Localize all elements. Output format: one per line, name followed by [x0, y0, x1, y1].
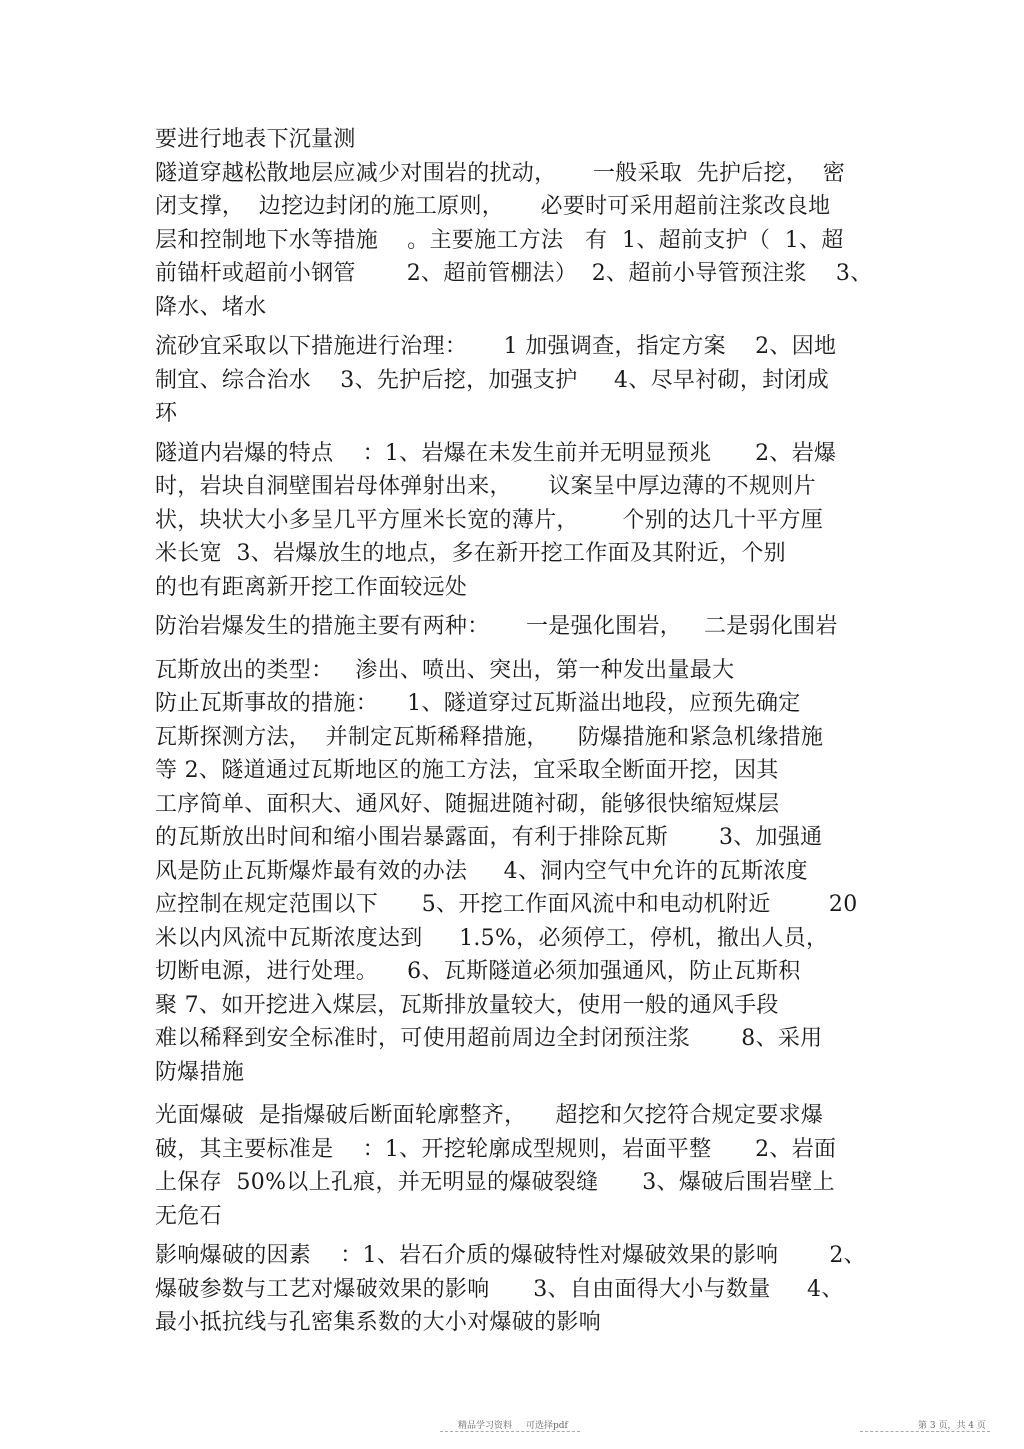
- footer-left-text: 精品学习资料: [458, 1421, 513, 1431]
- text-line: 米长宽 3、岩爆放生的地点，多在新开挖工作面及其附近，个别: [155, 541, 786, 566]
- text-line: 状，块状大小多呈几平方厘米长宽的薄片， 个别的达几十平方厘: [155, 507, 824, 533]
- footer-right-divider: [860, 1431, 990, 1432]
- text-line: 的瓦斯放出时间和缩小围岩暴露面，有利于排除瓦斯 3、加强通: [155, 825, 823, 850]
- paragraph-gap: [155, 644, 885, 654]
- text-line: 要进行地表下沉量测: [155, 127, 356, 152]
- footer-page-info: 第 3 页，共 4 页: [918, 1421, 986, 1431]
- text-line: 应控制在规定范围以下 5、开挖工作面风流中和电动机附近 20: [155, 892, 858, 917]
- text-line: 的也有距离新开挖工作面较远处: [155, 574, 468, 600]
- footer-center-text: 可选择pdf: [526, 1421, 568, 1431]
- text-line: 流砂宜采取以下措施进行治理： 1 加强调查，指定方案 2、因地: [155, 334, 837, 359]
- text-line: 防治岩爆发生的措施主要有两种： 一是强化围岩， 二是弱化围岩: [155, 614, 838, 639]
- text-line: 防爆措施: [155, 1059, 245, 1085]
- text-line: 切断电源，进行处理。 6、瓦斯隧道必须加强通风，防止瓦斯积: [155, 959, 801, 984]
- text-line: 防止瓦斯事故的措施： 1、隧道穿过瓦斯溢出地段，应预先确定: [155, 691, 801, 716]
- text-line: 聚 7、如开挖进入煤层，瓦斯排放量较大，使用一般的通风手段: [155, 992, 779, 1018]
- paragraph: [155, 437, 885, 605]
- text-line: 爆破参数与工艺对爆破效果的影响 3、自由面得大小与数量 4、: [155, 1276, 844, 1302]
- text-line: 瓦斯探测方法， 并制定瓦斯稀释措施， 防爆措施和紧急机缘措施: [155, 724, 824, 750]
- paragraph: [155, 1099, 885, 1233]
- paragraph: [155, 1239, 885, 1340]
- document-body: [155, 123, 885, 1340]
- paragraph: [155, 610, 885, 644]
- footer-center: [458, 1418, 568, 1431]
- text-line: 最小抵抗线与孔密集系数的大小对爆破的影响: [155, 1310, 602, 1335]
- text-line: 影响爆破的因素 ：1、岩石介质的爆破特性对爆破效果的影响 2、: [155, 1243, 866, 1268]
- text-line: 制宜、综合治水 3、先护后挖，加强支护 4、尽早衬砌，封闭成: [155, 367, 830, 393]
- text-line: 工序简单、面积大、通风好、随掘进随衬砌，能够很快缩短煤层: [155, 791, 780, 817]
- text-line: 光面爆破 是指爆破后断面轮廓整齐， 超挖和欠挖符合规定要求爆: [155, 1103, 824, 1128]
- text-line: 风是防止瓦斯爆炸最有效的办法 4、洞内空气中允许的瓦斯浓度: [155, 858, 808, 884]
- text-line: 闭支撑， 边挖边封闭的施工原则， 必要时可采用超前注浆改良地: [155, 194, 831, 219]
- text-line: 瓦斯放出的类型： 渗出、喷出、突出，第一种发出量最大: [155, 657, 735, 683]
- text-line: 环: [155, 401, 178, 426]
- text-line: 隧道穿越松散地层应减少对围岩的扰动， 一般采取 先护后挖， 密: [155, 160, 846, 186]
- text-line: 米以内风流中瓦斯浓度达到 1.5%，必须停工，停机，撤出人员，: [155, 925, 829, 951]
- text-line: 上保存 50%以上孔痕，并无明显的爆破裂缝 3、爆破后围岩壁上: [155, 1170, 835, 1195]
- text-line: 时，岩块自洞壁围岩母体弹射出来， 议案呈中厚边薄的不规则片: [155, 474, 816, 499]
- text-line: 难以稀释到安全标准时，可使用超前周边全封闭预注浆 8、采用: [155, 1026, 823, 1051]
- paragraph: [155, 330, 885, 431]
- text-line: 等 2、隧道通过瓦斯地区的施工方法，宜采取全断面开挖，因其: [155, 758, 779, 783]
- page-footer: [0, 1418, 1024, 1438]
- paragraph: [155, 654, 885, 1090]
- text-line: 破，其主要标准是 ：1、开挖轮廓成型规则，岩面平整 2、岩面: [155, 1136, 837, 1162]
- text-line: 前锚杆或超前小钢管 2、超前管棚法） 2、超前小导管预注浆 3、: [155, 261, 873, 286]
- text-line: 隧道内岩爆的特点 ：1、岩爆在未发生前并无明显预兆 2、岩爆: [155, 440, 837, 466]
- paragraph-gap: [155, 1089, 885, 1099]
- text-line: 层和控制地下水等措施 。主要施工方法 有 1、超前支护（ 1、超: [155, 227, 844, 253]
- paragraph: [155, 123, 885, 324]
- text-line: 降水、堵水: [155, 294, 267, 320]
- text-line: 无危石: [155, 1203, 222, 1229]
- footer-divider: [440, 1431, 580, 1432]
